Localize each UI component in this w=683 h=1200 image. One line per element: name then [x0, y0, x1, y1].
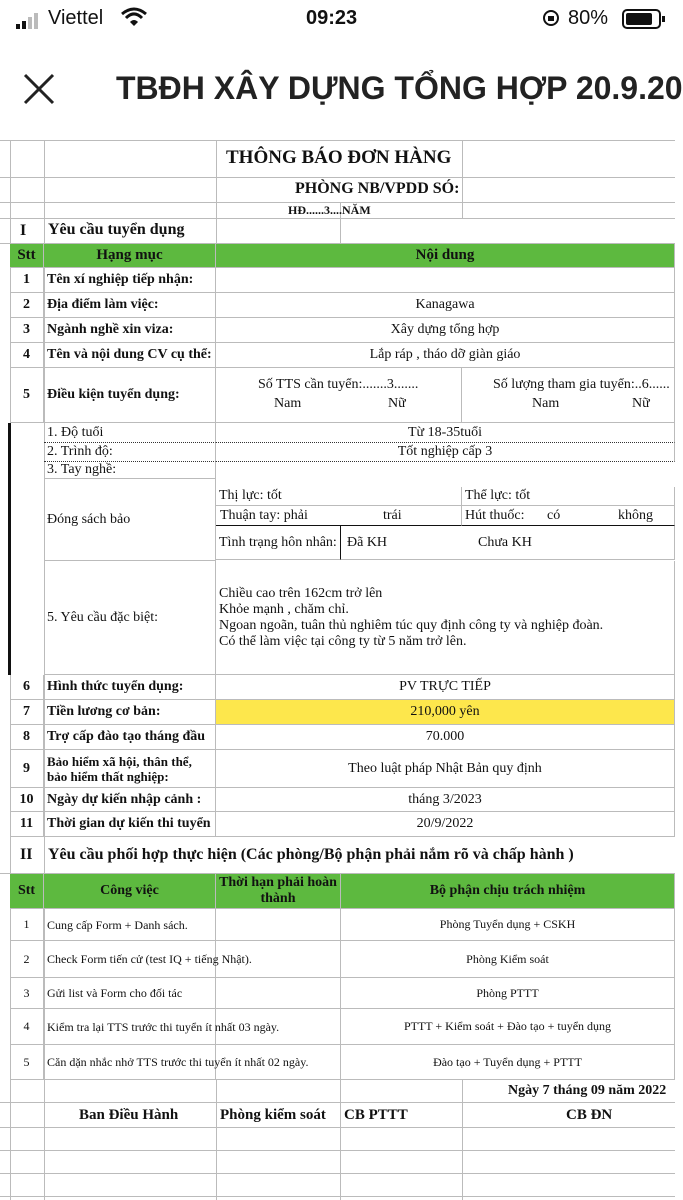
row-1-number: 1	[10, 268, 44, 293]
education-value: Tốt nghiệp cấp 3	[216, 443, 675, 462]
task-5-deadline	[216, 1045, 341, 1080]
row-1-label: Tên xí nghiệp tiếp nhận:	[44, 268, 216, 293]
row-8-label: Trợ cấp đào tạo tháng đầu	[44, 725, 216, 750]
task-3-responsible: Phòng PTTT	[341, 978, 675, 1009]
rotation-lock-icon	[542, 9, 560, 27]
row-8-number: 8	[10, 725, 44, 750]
task-1-number: 1	[10, 909, 44, 941]
row-3-number: 3	[10, 318, 44, 343]
task-2-deadline	[216, 941, 341, 978]
row-9-label-line-2: bảo hiểm thất nghiệp:	[47, 768, 169, 784]
status-bar	[0, 0, 675, 38]
header2-deadline	[216, 874, 341, 909]
header-item: Hạng mục	[44, 244, 216, 268]
battery-percent: 80%	[568, 7, 609, 29]
task-3-number: 3	[10, 978, 44, 1009]
male-label-a: Nam	[274, 396, 302, 411]
special-line-4: Có thể làm việc tại công ty từ 5 năm trở lên.	[219, 633, 467, 649]
document-header	[0, 38, 683, 140]
contract-line: HĐ......3....NĂM	[288, 203, 371, 217]
task-4-responsible: PTTT + Kiểm soát + Đào tạo + tuyển dụng	[341, 1009, 675, 1045]
row-10-value: tháng 3/2023	[216, 788, 675, 812]
signature-dn: CB ĐN	[566, 1107, 613, 1123]
section-1-title: Yêu cầu tuyển dụng	[48, 221, 185, 238]
task-3-work: Gửi list và Form cho đối tác	[44, 978, 216, 1009]
age-label: 1. Độ tuổi	[44, 423, 216, 443]
task-4-deadline	[216, 1009, 341, 1045]
row-6-value: PV TRỰC TIẾP	[216, 675, 675, 700]
row-4-value: Lắp ráp , tháo dỡ giàn giáo	[216, 343, 675, 368]
skill-label: 3. Tay nghề:	[44, 462, 216, 479]
sign-date: Ngày 7 tháng 09 năm 2022	[508, 1083, 667, 1098]
education-label: 2. Trình độ:	[44, 443, 216, 462]
female-label-a: Nữ	[388, 396, 406, 411]
trainee-quota: Số TTS cần tuyển:.......3.......	[258, 377, 419, 392]
section-2-number: II	[20, 846, 33, 863]
single: Chưa KH	[478, 535, 532, 550]
eyesight: Thị lực: tốt	[216, 487, 462, 506]
task-4-number: 4	[10, 1009, 44, 1045]
row-6-label: Hình thức tuyển dụng:	[44, 675, 216, 700]
signal-icon	[16, 12, 44, 28]
female-label-b: Nữ	[632, 396, 650, 411]
row-11-value: 20/9/2022	[216, 812, 675, 837]
smoking-label: Hút thuốc:	[465, 508, 525, 523]
row-2-label: Địa điểm làm việc:	[44, 293, 216, 318]
signature-board: Ban Điều Hành	[79, 1107, 179, 1123]
task-1-work: Cung cấp Form + Danh sách.	[44, 909, 216, 941]
age-value: Từ 18-35tuổi	[216, 423, 675, 443]
department-line: PHÒNG NB/VPDD SÓ:	[295, 180, 460, 197]
special-line-2: Khỏe mạnh , chăm chỉ.	[219, 601, 349, 617]
signature-pttt: CB PTTT	[344, 1107, 408, 1123]
header2-work: Công việc	[44, 874, 216, 909]
header2-deadline-line-1: Thời hạn phải hoàn	[219, 875, 337, 890]
task-5-responsible: Đào tạo + Tuyển dụng + PTTT	[341, 1045, 675, 1080]
row-1-value	[216, 268, 675, 293]
male-label-b: Nam	[532, 396, 560, 411]
row-2-number: 2	[10, 293, 44, 318]
header-content: Nội dung	[216, 244, 675, 268]
carrier-label: Viettel	[48, 7, 104, 29]
task-1-deadline	[216, 909, 341, 941]
header2-deadline-line-2: thành	[260, 891, 296, 906]
task-3-deadline	[216, 978, 341, 1009]
clock: 09:23	[306, 7, 358, 29]
row-7-label: Tiền lương cơ bản:	[44, 700, 216, 725]
row-5-number: 5	[10, 368, 44, 423]
special-line-1: Chiều cao trên 162cm trở lên	[219, 585, 383, 601]
battery-icon	[622, 9, 666, 29]
row-9-number: 9	[10, 750, 44, 788]
row-7-number: 7	[10, 700, 44, 725]
smoking-yes: có	[547, 508, 561, 523]
special-line-3: Ngoan ngoãn, tuân thủ nghiêm túc quy định công ty và nghiệp đoàn.	[219, 617, 604, 633]
row-9-label	[44, 750, 216, 788]
row-11-number: 11	[10, 812, 44, 837]
task-2-number: 2	[10, 941, 44, 978]
left-hand: trái	[383, 508, 402, 523]
row-9-label-line-1: Bảo hiểm xã hội, thân thể,	[47, 753, 192, 769]
special-requirements	[216, 561, 675, 675]
close-icon[interactable]	[22, 72, 56, 106]
header2-stt: Stt	[10, 874, 44, 909]
notice-title: THÔNG BÁO ĐƠN HÀNG	[226, 147, 452, 168]
row-3-value: Xây dựng tổng hợp	[216, 318, 675, 343]
task-4-work: Kiểm tra lại TTS trước thi tuyển ít nhất 03 ngày.	[44, 1009, 216, 1045]
header-stt: Stt	[10, 244, 44, 268]
row-8-value: 70.000	[216, 725, 675, 750]
row-6-number: 6	[10, 675, 44, 700]
row-7-value: 210,000 yên	[216, 700, 675, 725]
row-10-number: 10	[10, 788, 44, 812]
task-1-responsible: Phòng Tuyển dụng + CSKH	[341, 909, 675, 941]
insurance-label: Đóng sách bảo	[44, 479, 216, 561]
candidate-count: Số lượng tham gia tuyển:..6......	[493, 377, 670, 392]
row-11-label: Thời gian dự kiến thi tuyển	[44, 812, 216, 837]
task-5-work: Căn dặn nhắc nhở TTS trước thi tuyển ít nhất 02 ngày.	[44, 1045, 216, 1080]
special-label: 5. Yêu cầu đặc biệt:	[44, 561, 216, 675]
marital-label: Tình trạng hôn nhân:	[216, 526, 341, 560]
task-5-number: 5	[10, 1045, 44, 1080]
married: Đã KH	[347, 535, 388, 550]
smoking-no: không	[618, 508, 653, 523]
row-2-value: Kanagawa	[216, 293, 675, 318]
signature-control: Phòng kiểm soát	[220, 1107, 326, 1123]
spreadsheet	[0, 140, 675, 1200]
right-hand: Thuận tay: phải	[220, 508, 308, 523]
task-2-responsible: Phòng Kiểm soát	[341, 941, 675, 978]
section-1-number: I	[20, 222, 27, 239]
row-5-label: Điều kiện tuyển dụng:	[44, 368, 216, 423]
section-2-title: Yêu cầu phối hợp thực hiện (Các phòng/Bộ phận phải nắm rõ và chấp hành )	[48, 846, 574, 863]
document-title: TBĐH XÂY DỰNG TỔNG HỢP 20.9.20	[116, 70, 683, 106]
row-4-number: 4	[10, 343, 44, 368]
row-4-label: Tên và nội dung CV cụ thể:	[44, 343, 216, 368]
row-3-label: Ngành nghề xin viza:	[44, 318, 216, 343]
header2-responsible: Bộ phận chịu trách nhiệm	[341, 874, 675, 909]
task-2-work: Check Form tiến cử (test IQ + tiếng Nhật).	[44, 941, 216, 978]
row-10-label: Ngày dự kiến nhập cảnh :	[44, 788, 216, 812]
physical: Thể lực: tốt	[462, 487, 675, 506]
wifi-icon	[120, 8, 148, 28]
row-9-value: Theo luật pháp Nhật Bản quy định	[216, 750, 675, 788]
